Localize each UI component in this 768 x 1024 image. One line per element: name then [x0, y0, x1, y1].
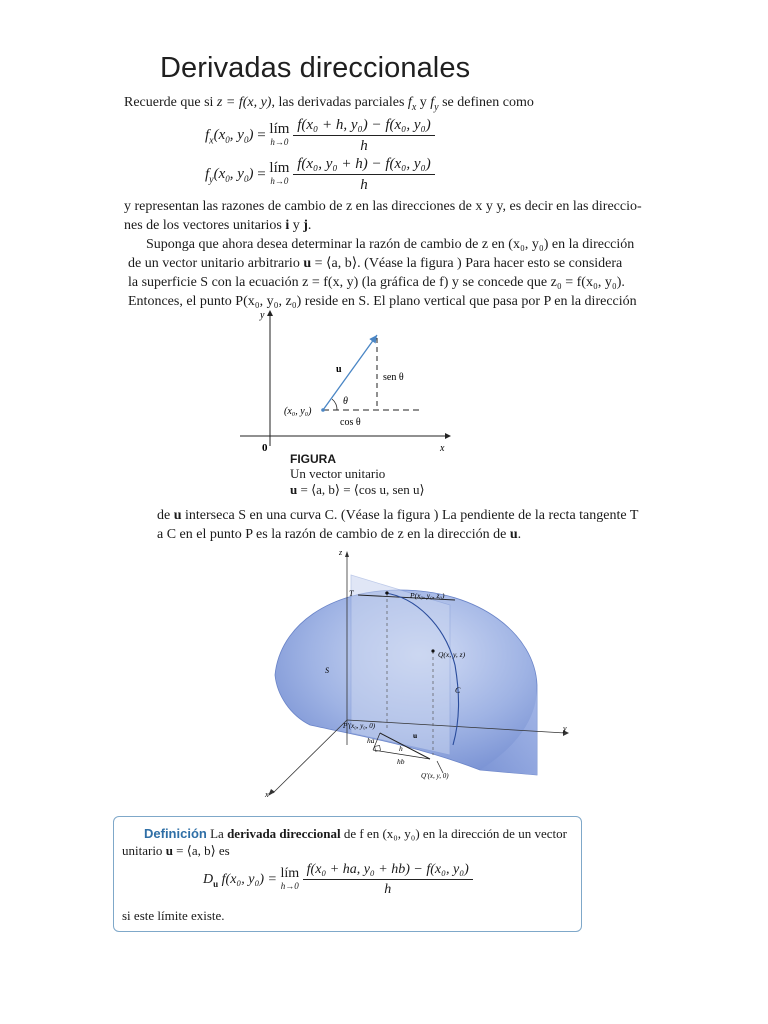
paragraph-line [157, 506, 717, 525]
formula-lhs-rest: f(x₀, y₀) = [218, 872, 277, 888]
paragraph-line [128, 254, 698, 273]
fraction-numerator: f(x₀ + ha, y₀ + hb) − f(x₀, y₀) [306, 862, 469, 877]
definition-text [122, 825, 577, 859]
lim-subscript: h→0 [280, 881, 299, 891]
unit-vector-figure [240, 308, 460, 458]
text: de f en (x₀, y₀) en la dirección de un vector [340, 826, 567, 841]
hb-label: hb [397, 757, 405, 766]
text: a C en el punto P es la razón de cambio de z en la dirección de [157, 527, 510, 542]
fy-subscript: y [434, 101, 439, 113]
paragraph-3 [128, 235, 698, 311]
paragraph-2 [124, 197, 684, 235]
fraction-numerator: f(x₀, y₀ + h) − f(x₀, y₀) [297, 156, 431, 172]
surface-label: S [325, 666, 329, 675]
point-p-label: P(x₀, y₀, z₀) [410, 591, 445, 600]
formula-d-sub: u [213, 879, 219, 890]
lim-text: lím [269, 160, 290, 176]
formula-fraction [293, 156, 435, 194]
x-axis-label: x [265, 790, 269, 799]
y-axis-arrow [267, 310, 273, 316]
text: de [157, 508, 174, 523]
vector-label: u [336, 364, 342, 375]
formula-fraction [293, 117, 435, 155]
fx-symbol: f [407, 95, 412, 110]
text: . [307, 218, 312, 233]
fraction-denominator: h [293, 174, 435, 194]
vector-j: j [303, 218, 308, 233]
formula-equals: = [257, 127, 266, 144]
definition-label: Definición [144, 826, 207, 841]
base-point [321, 408, 325, 412]
limit-operator [269, 162, 289, 188]
cos-label: cos θ [340, 417, 361, 428]
fraction-numerator: f(x₀ + h, y₀) − f(x₀, y₀) [297, 117, 431, 133]
origin-label: 0 [262, 442, 268, 454]
vector-u: u [173, 508, 182, 523]
formula-lhs-sub: x [209, 135, 214, 147]
definition-line [122, 825, 577, 842]
intro-text: , las derivadas parciales [271, 95, 408, 110]
point-qprime-label: Q′(x, y, 0) [421, 772, 449, 780]
intro-line [124, 93, 534, 117]
text: = ⟨a, b⟩. (Véase la figura ) Para hacer esto se considera [311, 256, 623, 271]
paragraph-line [124, 216, 684, 235]
definition-formula [203, 862, 473, 898]
point-q [431, 649, 434, 652]
fraction-denominator: h [303, 879, 473, 898]
y-axis-label: y [260, 310, 265, 321]
paragraph-line: Entonces, el punto P(x₀, y₀, z₀) reside en S. El plano vertical que pasa por P en la dirección [128, 294, 637, 309]
angle-arc [332, 399, 337, 410]
text: La [210, 826, 228, 841]
tangent-label: T [349, 589, 354, 598]
z-axis-arrow [345, 551, 349, 557]
fy-symbol: f [430, 95, 435, 110]
curve-label: C [455, 686, 461, 695]
vector-u: u [290, 482, 298, 497]
text: . [517, 527, 522, 542]
fraction-denominator: h [293, 135, 435, 155]
text: unitario [122, 843, 166, 858]
intro-text: y [416, 95, 431, 110]
paragraph-line: y representan las razones de cambio de z en las direcciones de x y y, es decir en las direccio- [124, 199, 642, 214]
figure-caption [290, 452, 425, 498]
x-axis-arrow [268, 789, 275, 796]
lim-text: lím [269, 121, 290, 137]
formula-lhs: f [205, 166, 210, 183]
text: de un vector unitario arbitrario [128, 256, 304, 271]
text: nes de los vectores unitarios [124, 218, 286, 233]
ha-label: ha [367, 736, 375, 745]
formula-fy: $f_y(x_0$, $y_0$) = lím h→0 $\frac{\text{f(x₀, y₀ + h) − f(x₀, y₀)}}{h}$ [205, 156, 435, 194]
fx-subscript: x [411, 101, 417, 113]
paragraph-4 [157, 506, 717, 544]
x-axis-arrow [445, 433, 451, 439]
limit-operator [269, 123, 289, 149]
text: = ⟨a, b⟩ = ⟨cos u, sen u⟩ [297, 482, 425, 497]
figure-caption-title: FIGURA [290, 452, 336, 466]
theta-label: θ [343, 396, 348, 407]
lim-text: lím [280, 866, 300, 881]
figure-caption-line: Un vector unitario [290, 466, 386, 481]
intro-text: Recuerde que si [124, 95, 217, 110]
formula-equals: = [257, 166, 266, 183]
vector-u-label: u [413, 731, 418, 740]
x-axis-label: x [440, 443, 445, 454]
formula-fraction [303, 862, 473, 898]
point-q-label: Q(x, y, z) [438, 650, 466, 659]
formula-fx: $f_x(x_0$, $y_0$) = lím h→0 $\frac{\text{f(x₀ + h, y₀) − f(x₀, y₀)}}{h}$ [205, 117, 435, 155]
definition-line [122, 842, 577, 859]
point-label: (x₀, y₀) [284, 406, 312, 417]
formula-lhs: f [205, 127, 210, 144]
text: = ⟨a, b⟩ es [172, 843, 230, 858]
text: interseca S en una curva C. (Véase la figura ) La pendiente de la recta tangente T [181, 508, 639, 523]
page-title: Derivadas direccionales [160, 52, 471, 84]
surface-figure [255, 545, 585, 807]
lim-subscript: h→0 [270, 137, 289, 147]
lim-subscript: h→0 [270, 176, 289, 186]
point-pprime-label: P′(x₀, y₀, 0) [343, 722, 376, 730]
vector-u: u [165, 843, 173, 858]
intro-equation: z = f(x, y) [216, 95, 272, 110]
intro-text: se definen como [438, 95, 534, 110]
formula-d: D [203, 872, 214, 888]
definition-term: derivada direccional [227, 826, 341, 841]
paragraph-line: Suponga que ahora desea determinar la razón de cambio de z en (x₀, y₀) en la dirección [146, 237, 635, 252]
point-p [385, 591, 388, 594]
vector-u: u [509, 527, 518, 542]
x-axis-line [273, 720, 347, 793]
sin-label: sen θ [383, 372, 404, 383]
text: y [289, 218, 304, 233]
vector-i: i [285, 218, 290, 233]
limit-operator [280, 867, 299, 893]
formula-lhs-sub: y [209, 174, 214, 186]
paragraph-line [157, 525, 717, 544]
z-axis-label: z [339, 548, 343, 557]
y-axis-label: y [563, 724, 567, 733]
figure-caption-line [290, 482, 425, 498]
paragraph-line: la superficie S con la ecuación z = f(x, y) (la gráfica de f) y se concede que z₀ = f(x₀, y₀). [128, 275, 625, 290]
unit-vector-arrow [323, 335, 377, 410]
definition-closing: si este límite existe. [122, 908, 225, 923]
h-label: h [399, 744, 403, 753]
vector-u: u [303, 256, 312, 271]
